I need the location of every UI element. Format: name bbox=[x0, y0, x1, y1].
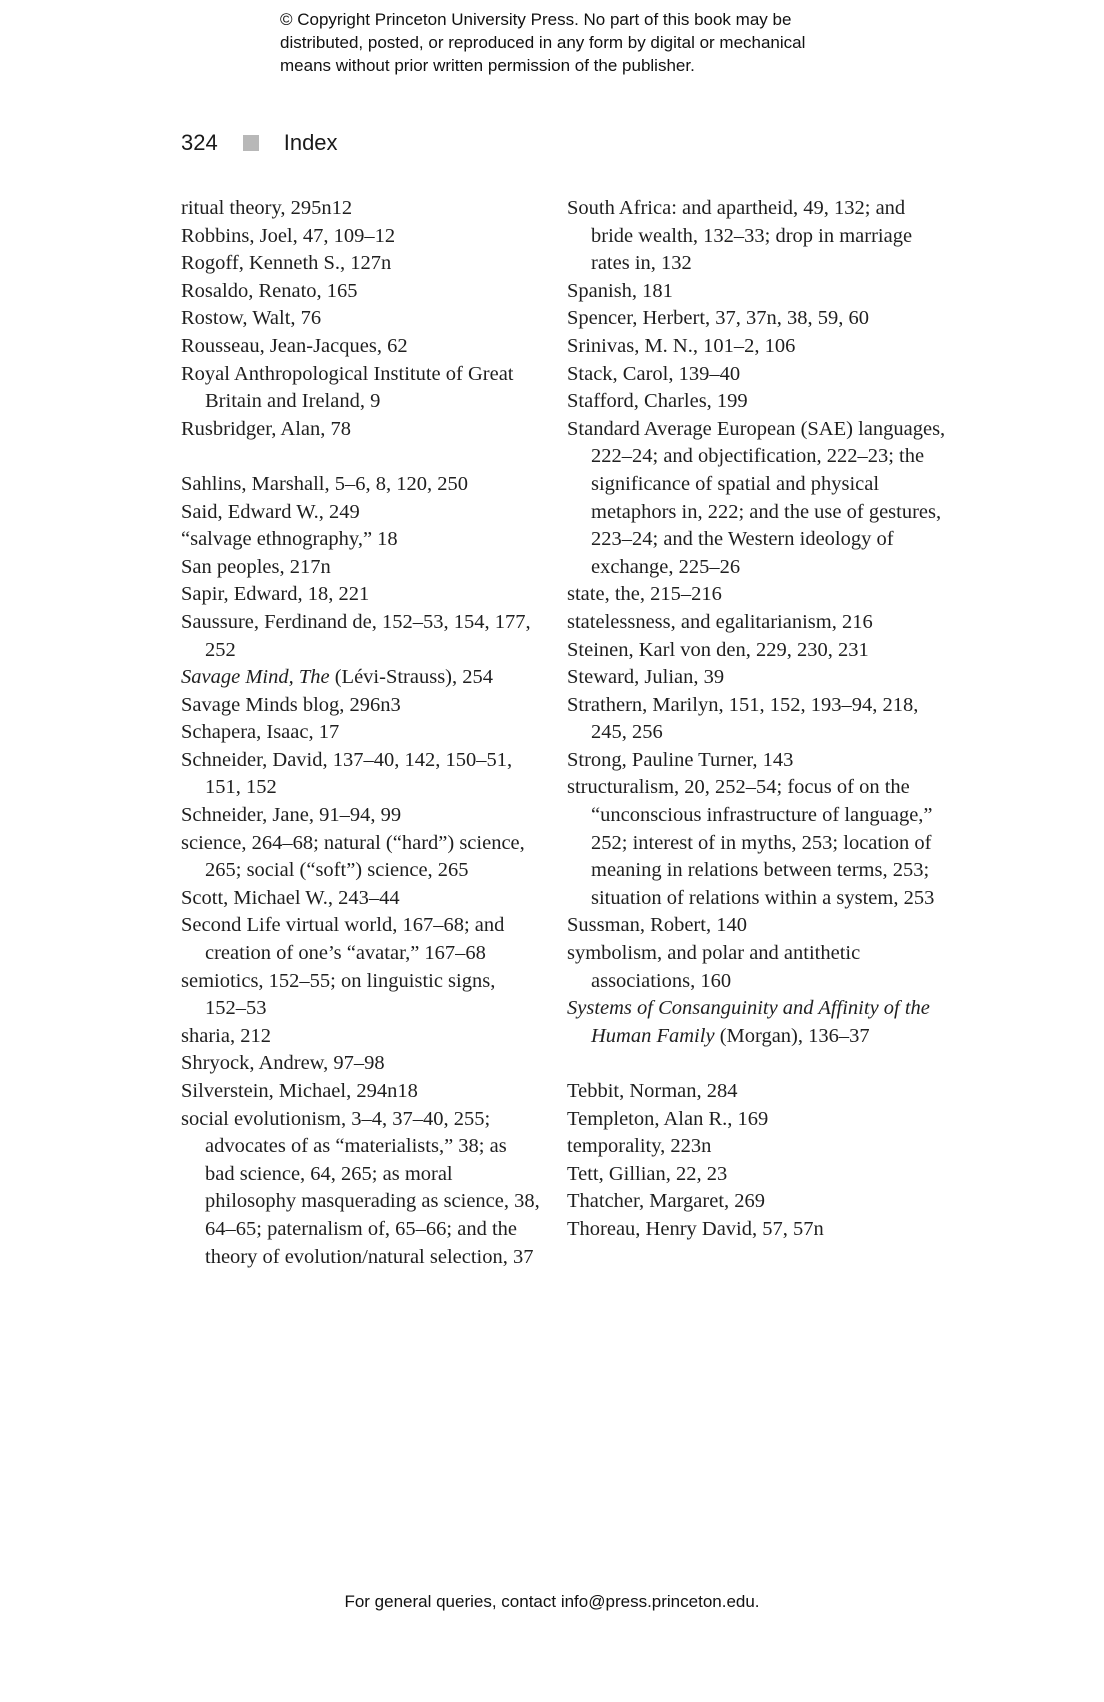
index-entry: Sussman, Robert, 140 bbox=[567, 914, 747, 937]
index-entry: Tett, Gillian, 22, 23 bbox=[567, 1162, 728, 1185]
index-entry: statelessness, and egalitarianism, 216 bbox=[567, 610, 873, 633]
index-entry: Said, Edward W., 249 bbox=[181, 500, 360, 523]
index-entry: Rousseau, Jean-Jacques, 62 bbox=[181, 334, 408, 357]
index-entry: Saussure, Ferdinand de, 152–53, 154, 177, 252 bbox=[181, 610, 531, 661]
index-entry: state, the, 215–216 bbox=[567, 583, 722, 606]
copyright-line: distributed, posted, or reproduced in any form by digital or mechanical bbox=[280, 33, 806, 52]
index-entry: structuralism, 20, 252–54; focus of on the “unconscious infrastructure of language,” 252; interest of in myths, 253; location of meaning in relations between terms, 253; situation of relations within a system, 253 bbox=[567, 776, 935, 909]
index-entry: Srinivas, M. N., 101–2, 106 bbox=[567, 334, 796, 357]
index-entry: San peoples, 217n bbox=[181, 555, 331, 578]
index-entry: Stafford, Charles, 199 bbox=[567, 390, 748, 413]
copyright-line: means without prior written permission of the publisher. bbox=[280, 56, 695, 75]
index-entry: Robbins, Joel, 47, 109–12 bbox=[181, 224, 396, 247]
index-entry: Spencer, Herbert, 37, 37n, 38, 59, 60 bbox=[567, 307, 870, 330]
index-entry: sharia, 212 bbox=[181, 1024, 271, 1047]
copyright-line: © Copyright Princeton University Press. No part of this book may be bbox=[280, 10, 792, 29]
index-entry: Savage Minds blog, 296n3 bbox=[181, 693, 401, 716]
index-entry: Rogoff, Kenneth S., 127n bbox=[181, 252, 392, 275]
book-title: Systems of Consanguinity and Affinity of the Human Family bbox=[567, 997, 930, 1047]
index-entry: Strathern, Marilyn, 151, 152, 193–94, 218, 245, 256 bbox=[567, 693, 919, 744]
index-entry: Spanish, 181 bbox=[567, 279, 673, 302]
index-entry: Schneider, Jane, 91–94, 99 bbox=[181, 804, 402, 827]
index-entry: temporality, 223n bbox=[567, 1135, 712, 1158]
section-title: Index bbox=[283, 130, 338, 155]
letter-group-gap bbox=[567, 1050, 947, 1078]
index-entry: Strong, Pauline Turner, 143 bbox=[567, 748, 794, 771]
index-entry: Rusbridger, Alan, 78 bbox=[181, 417, 351, 440]
index-entry: Steward, Julian, 39 bbox=[567, 666, 725, 689]
index-entry: ritual theory, 295n12 bbox=[181, 197, 353, 219]
index-entry: Silverstein, Michael, 294n18 bbox=[181, 1080, 418, 1102]
index-entry: Thatcher, Margaret, 269 bbox=[567, 1190, 766, 1213]
index-entry: Steinen, Karl von den, 229, 230, 231 bbox=[567, 638, 869, 661]
index-entry bbox=[567, 995, 947, 1050]
letter-group-gap bbox=[181, 443, 541, 471]
page-number: 324 bbox=[181, 130, 218, 155]
entry-locator: (Lévi-Strauss), 254 bbox=[329, 666, 494, 689]
index-entry: Scott, Michael W., 243–44 bbox=[181, 886, 400, 909]
index-entry: Schneider, David, 137–40, 142, 150–51, 151, 152 bbox=[181, 748, 513, 799]
copyright-notice bbox=[280, 8, 920, 77]
index-entry: Schapera, Isaac, 17 bbox=[181, 721, 340, 744]
footer-contact: For general queries, contact info@press.princeton.edu. bbox=[344, 1592, 760, 1611]
index-entry: Second Life virtual world, 167–68; and creation of one’s “avatar,” 167–68 bbox=[181, 914, 505, 965]
index-entry: Royal Anthropological Institute of Great Britain and Ireland, 9 bbox=[181, 362, 514, 413]
index-entry: Tebbit, Norman, 284 bbox=[567, 1080, 738, 1102]
index-entry: Templeton, Alan R., 169 bbox=[567, 1107, 769, 1130]
index-entry: Standard Average European (SAE) languages, 222–24; and objectification, 222–23; the significance of spatial and physical metaphors in, 222; and the use of gestures, 223–24; and the Western ideology of exchange, 225–26 bbox=[567, 417, 946, 578]
book-title: Savage Mind, The bbox=[181, 666, 330, 689]
index-entry: “salvage ethnography,” 18 bbox=[181, 528, 398, 551]
index-entry: Rostow, Walt, 76 bbox=[181, 307, 322, 330]
index-column-right bbox=[567, 195, 947, 1244]
entry-locator: (Morgan), 136–37 bbox=[714, 1024, 870, 1047]
index-entry: Sahlins, Marshall, 5–6, 8, 120, 250 bbox=[181, 472, 468, 495]
index-column-left bbox=[181, 195, 541, 1271]
index-entry: Rosaldo, Renato, 165 bbox=[181, 279, 358, 302]
index-entry bbox=[181, 664, 541, 692]
index-entry: Sapir, Edward, 18, 221 bbox=[181, 583, 370, 606]
running-head bbox=[181, 126, 338, 160]
index-entry: Shryock, Andrew, 97–98 bbox=[181, 1052, 385, 1075]
square-separator-icon bbox=[243, 135, 259, 151]
index-entry: symbolism, and polar and antithetic associations, 160 bbox=[567, 942, 861, 992]
index-entry: science, 264–68; natural (“hard”) science, 265; social (“soft”) science, 265 bbox=[181, 831, 525, 882]
index-entry: South Africa: and apartheid, 49, 132; and bride wealth, 132–33; drop in marriage rates in, 132 bbox=[567, 197, 913, 275]
index-entry: semiotics, 152–55; on linguistic signs, 152–53 bbox=[181, 969, 496, 1020]
index-entry: Thoreau, Henry David, 57, 57n bbox=[567, 1217, 824, 1240]
index-entry: social evolutionism, 3–4, 37–40, 255; advocates of as “materialists,” 38; as bad science, 64, 265; as moral philosophy masquerading as science, 38, 64–65; paternalism of, 65–66; and the theory of evolution/natural selection, 37 bbox=[181, 1107, 540, 1268]
index-entry: Stack, Carol, 139–40 bbox=[567, 362, 741, 385]
